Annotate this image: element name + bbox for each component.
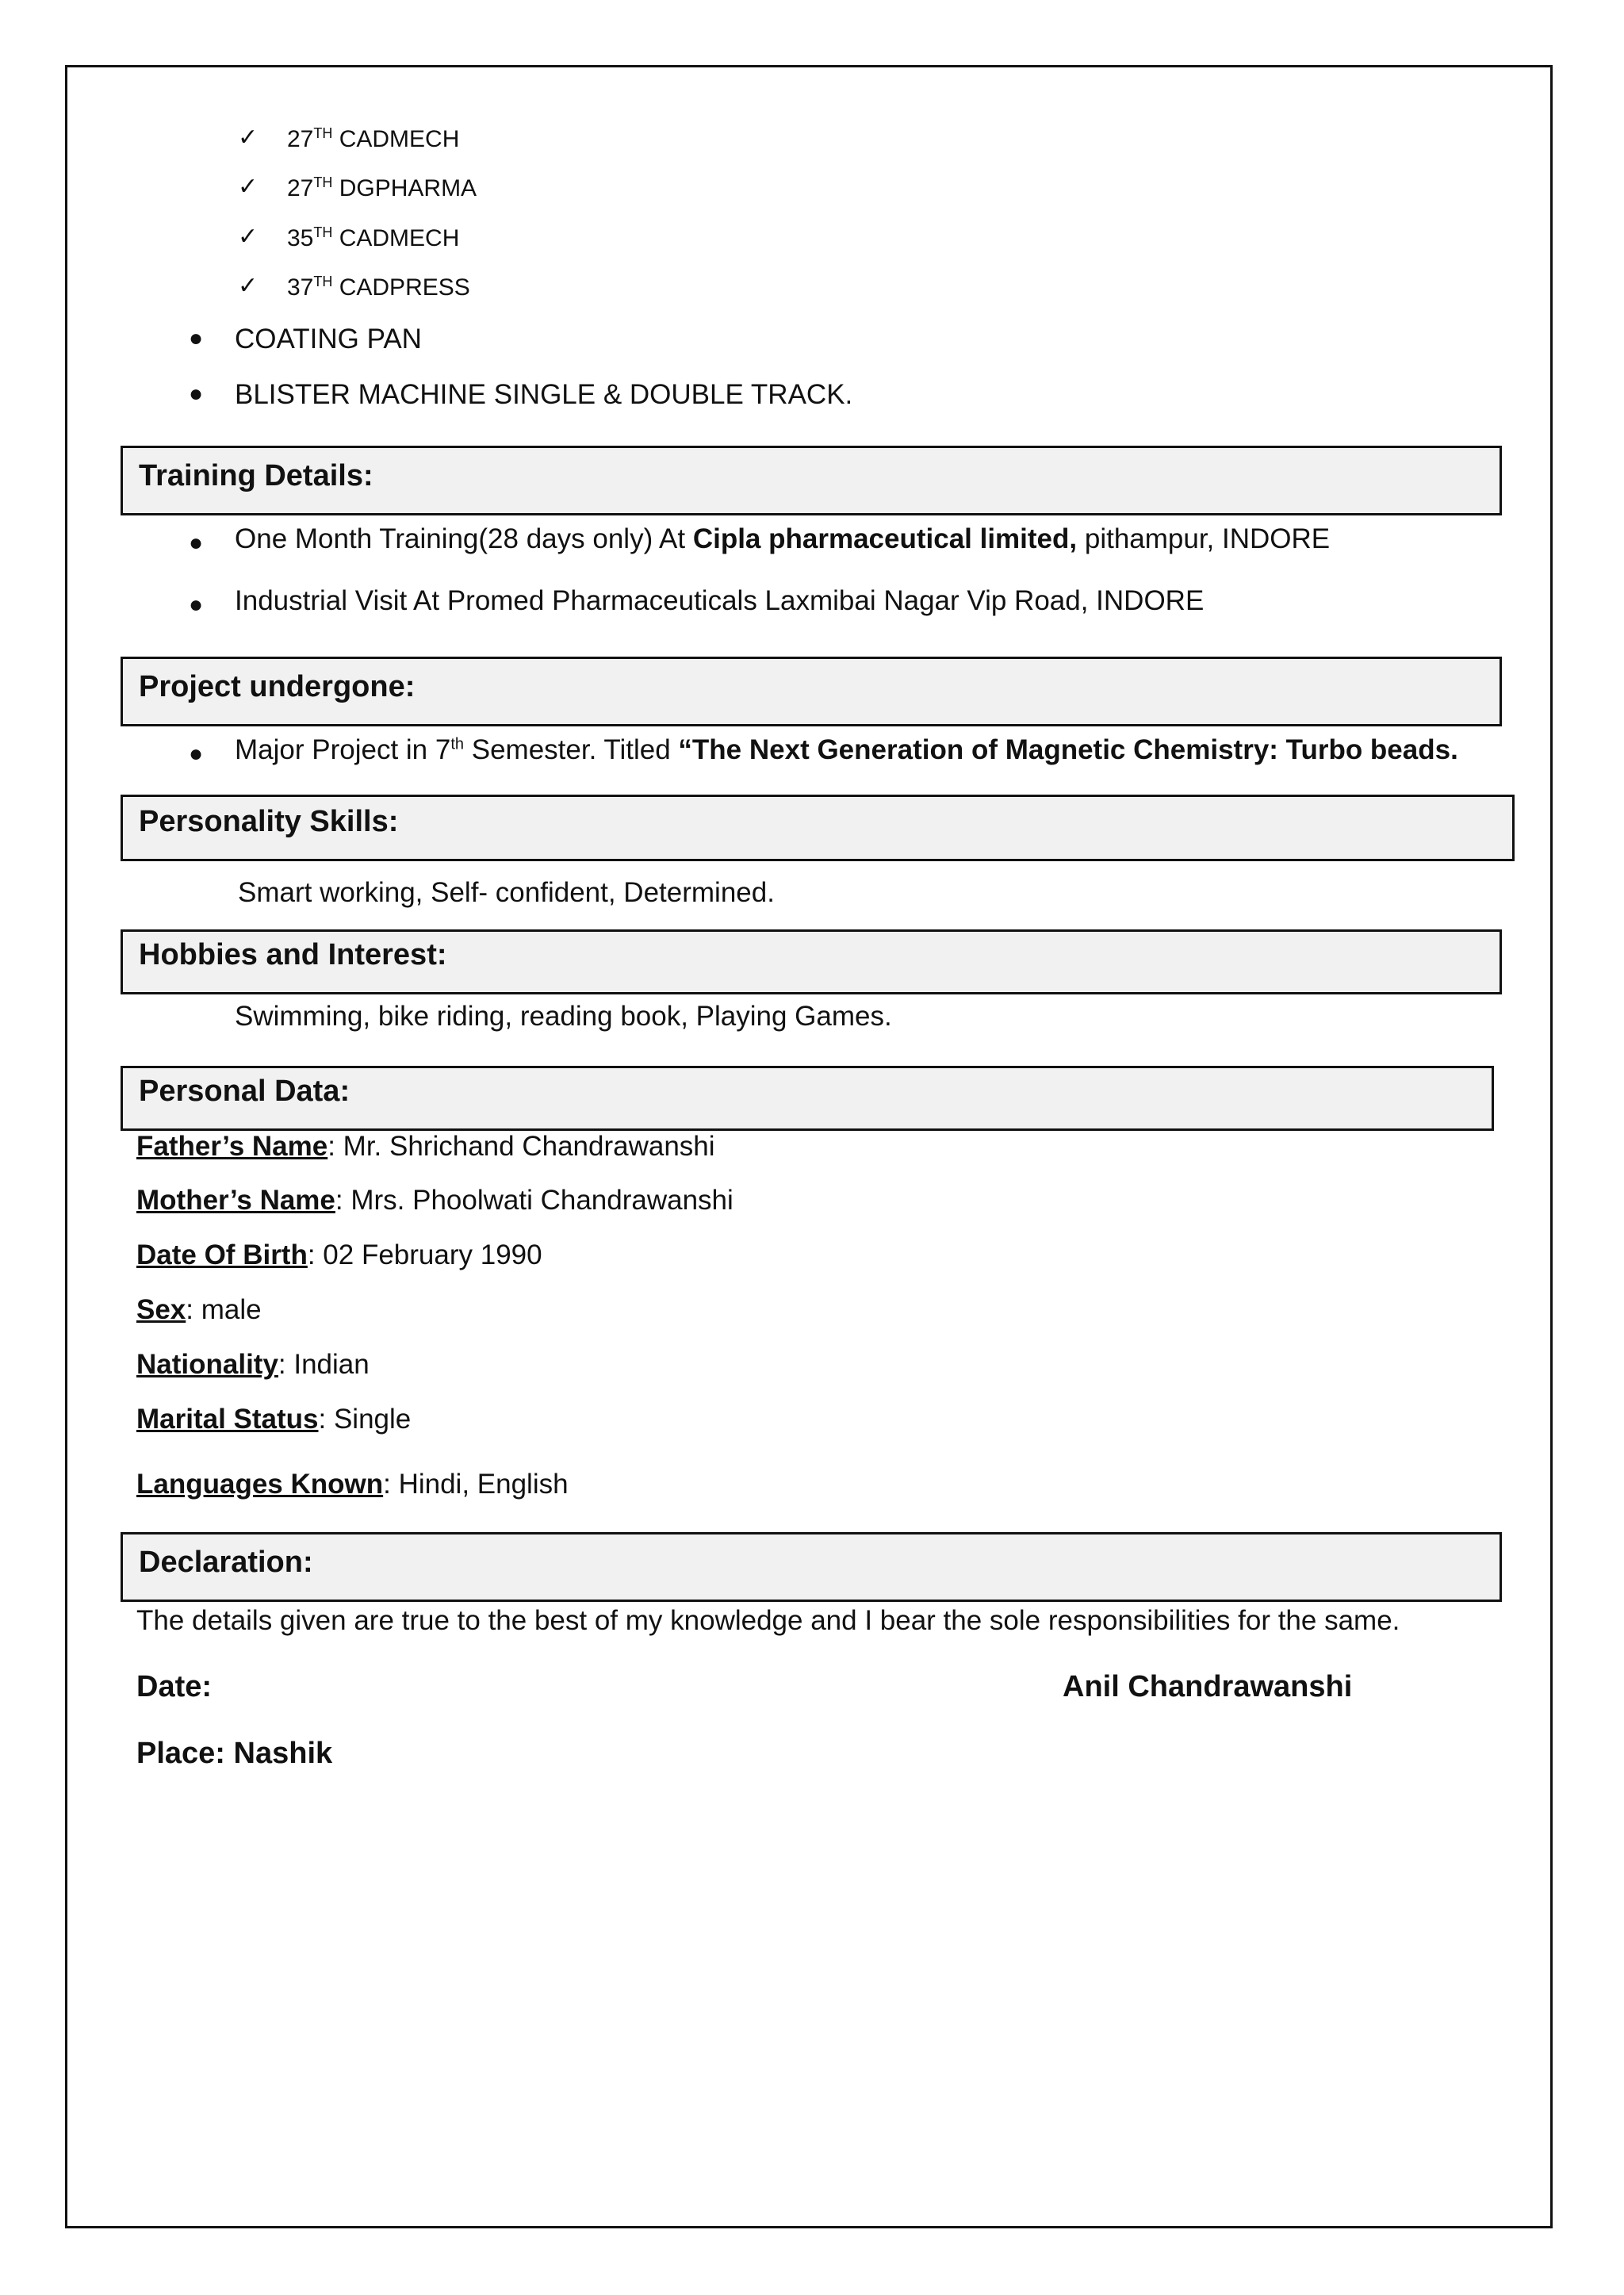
cad-item: 27TH DGPHARMA (287, 174, 477, 201)
personality-text: Smart working, Self- confident, Determined. (238, 877, 775, 908)
sex-row (136, 1294, 262, 1326)
check-icon: ✓ (238, 224, 259, 250)
section-title: Declaration: (139, 1546, 313, 1579)
check-icon: ✓ (238, 125, 259, 151)
place-label: Place: Nashik (136, 1737, 333, 1770)
bullet-icon: ● (189, 325, 204, 351)
date-label: Date: (136, 1670, 213, 1703)
cad-item: 27TH CADMECH (287, 125, 460, 152)
field-value: : Mrs. Phoolwati Chandrawanshi (335, 1185, 733, 1216)
signature-name: Anil Chandrawanshi (1063, 1670, 1353, 1703)
bullet-icon: ● (189, 530, 204, 556)
bullet-icon: ● (189, 741, 204, 767)
field-label: Nationality (136, 1349, 278, 1380)
section-title: Training Details: (139, 459, 373, 492)
declaration-text: The details given are true to the best of my knowledge and I bear the sole responsibilities for the same. (136, 1605, 1400, 1636)
cad-item: 35TH CADMECH (287, 224, 460, 251)
field-value: : Hindi, English (383, 1469, 569, 1500)
field-value: : Single (318, 1404, 412, 1435)
project-item: Major Project in 7th Semester. Titled “The Next Generation of Magnetic Chemistry: Turbo beads. (235, 734, 1458, 765)
languages-row (136, 1469, 569, 1500)
section-title: Personality Skills: (139, 805, 399, 838)
project-header (121, 657, 1502, 726)
training-header (121, 446, 1502, 515)
machine-item: BLISTER MACHINE SINGLE & DOUBLE TRACK. (235, 379, 853, 410)
bullet-icon: ● (189, 381, 204, 407)
field-label: Date Of Birth (136, 1239, 308, 1270)
field-value: : Indian (278, 1349, 370, 1380)
training-item: Industrial Visit At Promed Pharmaceuticals Laxmibai Nagar Vip Road, INDORE (235, 585, 1205, 616)
cad-item: 37TH CADPRESS (287, 274, 470, 301)
section-title: Personal Data: (139, 1075, 350, 1108)
field-label: Father’s Name (136, 1131, 328, 1162)
personality-header (121, 795, 1515, 861)
check-icon: ✓ (238, 273, 259, 299)
dob-row (136, 1239, 542, 1271)
marital-status-row (136, 1404, 411, 1435)
check-icon: ✓ (238, 174, 259, 200)
father-name-row (136, 1131, 715, 1163)
machine-item: COATING PAN (235, 324, 422, 354)
field-label: Sex (136, 1294, 186, 1325)
training-item: One Month Training(28 days only) At Cipla pharmaceutical limited, pithampur, INDORE (235, 523, 1331, 554)
field-value: : male (186, 1294, 262, 1325)
field-label: Mother’s Name (136, 1185, 335, 1216)
nationality-row (136, 1349, 370, 1381)
hobbies-header (121, 929, 1502, 994)
field-label: Languages Known (136, 1469, 384, 1500)
field-value: : Mr. Shrichand Chandrawanshi (327, 1131, 715, 1162)
bullet-icon: ● (189, 592, 204, 618)
personal-header (121, 1066, 1494, 1131)
field-label: Marital Status (136, 1404, 319, 1435)
mother-name-row (136, 1185, 733, 1216)
declaration-header (121, 1532, 1502, 1602)
section-title: Hobbies and Interest: (139, 938, 447, 971)
field-value: : 02 February 1990 (307, 1239, 542, 1270)
section-title: Project undergone: (139, 670, 416, 703)
hobbies-text: Swimming, bike riding, reading book, Playing Games. (235, 1001, 892, 1032)
